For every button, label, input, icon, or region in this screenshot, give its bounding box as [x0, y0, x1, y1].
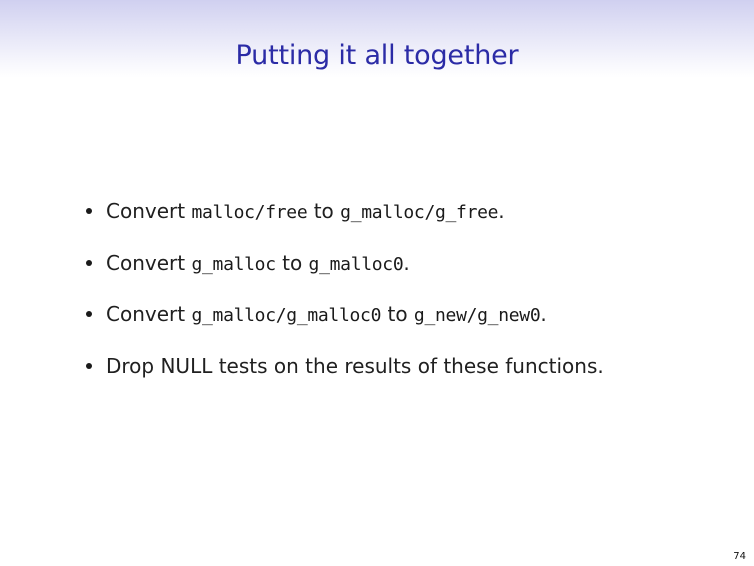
code-term: g_new/g_new0 — [413, 305, 541, 326]
bullet-text — [106, 248, 410, 280]
bullet-text-segment: . — [403, 250, 410, 275]
code-term: g_malloc — [191, 253, 276, 275]
code-term: g_malloc0 — [308, 253, 404, 275]
bullet-text-segment: to — [275, 250, 309, 275]
bullet-item — [86, 196, 726, 248]
bullet-text-segment: Drop NULL tests on the results of these functions. — [106, 353, 604, 378]
bullet-text-segment: . — [540, 302, 547, 326]
bullet-text — [106, 299, 547, 331]
bullet-item — [86, 248, 726, 300]
bullet-item — [86, 299, 726, 351]
bullet-dot-icon — [86, 363, 92, 369]
bullet-list — [86, 196, 726, 402]
code-term: g_malloc/g_malloc0 — [191, 305, 382, 326]
bullet-text-segment: Convert — [106, 250, 192, 275]
bullet-dot-icon — [86, 260, 92, 266]
bullet-text-segment: Convert — [106, 302, 192, 326]
bullet-text — [106, 196, 505, 228]
bullet-dot-icon — [86, 208, 92, 214]
slide-title: Putting it all together — [235, 40, 519, 71]
bullet-item — [86, 351, 726, 403]
bullet-text-segment: to — [381, 302, 414, 326]
code-term: g_malloc/g_free — [340, 202, 499, 223]
bullet-text-segment: to — [307, 199, 341, 223]
page-number: 74 — [733, 551, 746, 562]
bullet-text-segment: . — [498, 199, 505, 223]
code-term: malloc/free — [191, 202, 308, 223]
bullet-dot-icon — [86, 311, 92, 317]
bullet-text-segment: Convert — [106, 199, 192, 223]
bullet-text — [106, 351, 604, 381]
